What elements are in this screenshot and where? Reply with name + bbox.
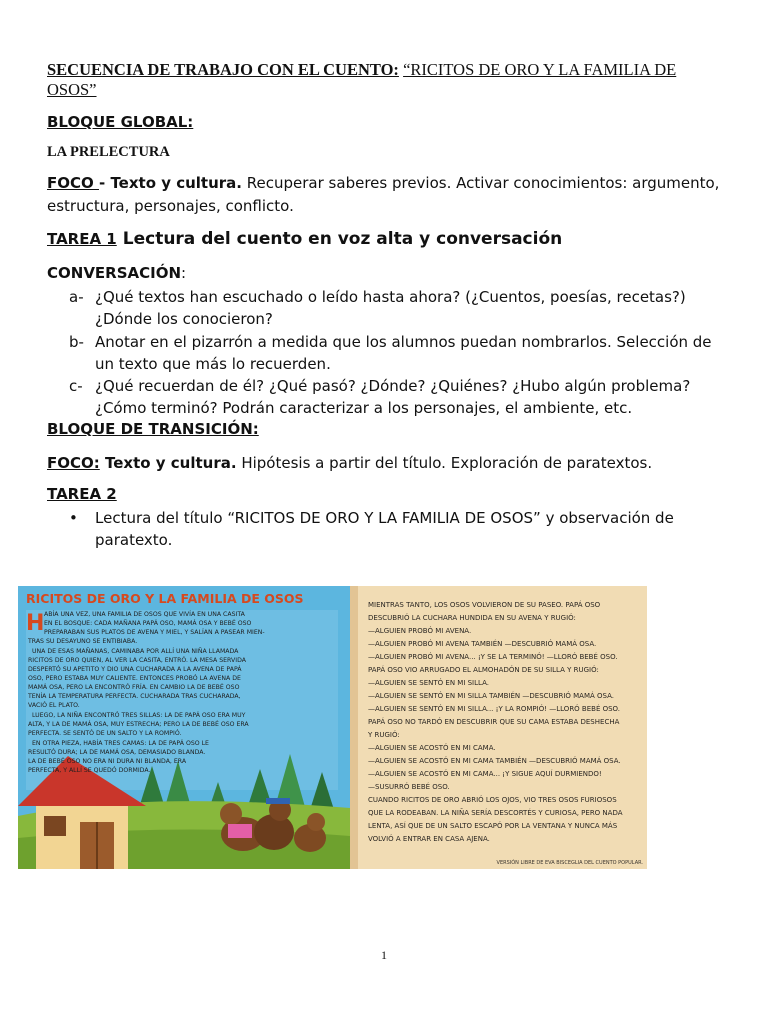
story-line: TRAS SU DESAYUNO SE ENTIBIABA. — [28, 638, 138, 645]
illustration-credit: VERSIÓN LIBRE DE EVA BISCEGLIA DEL CUENTO POPULAR. — [496, 860, 643, 866]
foco-1-label: FOCO — [47, 174, 99, 192]
foco-2-label: FOCO: — [47, 454, 100, 472]
story-line: TENÍA LA TEMPERATURA PERFECTA. CUCHARADA TRAS CUCHARADA, — [28, 693, 241, 700]
story-line: —ALGUIEN SE ACOSTÓ EN MI CAMA... ¡Y SIGUE AQUÍ DURMIENDO! — [368, 770, 602, 778]
list-item-text: Anotar en el pizarrón a medida que los alumnos puedan nombrarlos. Selección de un texto que más lo recuerden. — [95, 332, 712, 373]
conversacion-colon: : — [181, 264, 187, 282]
foco-2-strong: Texto y cultura. — [99, 454, 237, 472]
document-title — [47, 60, 727, 100]
story-line: CUANDO RICITOS DE ORO ABRIÓ LOS OJOS, VIO TRES OSOS FURIOSOS — [368, 796, 617, 804]
story-line: —ALGUIEN SE SENTÓ EN MI SILLA TAMBIÉN —DESCUBRIÓ MAMÁ OSA. — [368, 692, 614, 700]
story-line: QUE LA RODEABAN. LA NIÑA SERÍA DESCORTÉS Y CURIOSA, PERO NADA — [368, 809, 623, 817]
questions-list — [69, 286, 729, 420]
story-line: LA DE BEBÉ OSO NO ERA NI DURA NI BLANDA, ERA — [28, 758, 187, 765]
story-line: —ALGUIEN SE SENTÓ EN MI SILLA... ¡Y LA ROMPIÓ! —LLORÓ BEBÉ OSO. — [368, 705, 620, 713]
story-line: EN OTRA PIEZA, HABÍA TRES CAMAS: LA DE PAPÁ OSO LE — [32, 740, 209, 747]
foco-1-strong: Texto y cultura. — [110, 174, 243, 192]
story-line: LENTA, ASÍ QUE DE UN SALTO ESCAPÓ POR LA VENTANA Y NUNCA MÁS — [368, 822, 618, 830]
prelectura-heading: LA PRELECTURA — [47, 144, 170, 160]
page-number: 1 — [381, 948, 387, 962]
story-line: ALTA, Y LA DE MAMÁ OSA, MUY ESTRECHA; PERO LA DE BEBÉ OSO ERA — [28, 721, 249, 728]
story-line: DESCUBRIÓ LA CUCHARA HUNDIDA EN SU AVENA Y RUGIÓ: — [368, 614, 576, 622]
story-line: ABÍA UNA VEZ, UNA FAMILIA DE OSOS QUE VIVÍA EN UNA CASITA — [44, 611, 245, 618]
list-item — [69, 286, 729, 331]
bloque-global-heading: BLOQUE GLOBAL: — [47, 113, 194, 131]
drop-cap: H — [26, 611, 45, 636]
story-line: —ALGUIEN PROBÓ MI AVENA... ¡Y SE LA TERMINÓ! —LLORÓ BEBÉ OSO. — [368, 653, 618, 661]
conversacion-heading — [47, 262, 727, 285]
story-line: RICITOS DE ORO QUIEN, AL VER LA CASITA, ENTRÓ. LA MESA SERVIDA — [28, 657, 246, 664]
tarea-2-heading — [47, 485, 117, 503]
story-line: LUEGO, LA NIÑA ENCONTRÓ TRES SILLAS: LA DE PAPÁ OSO ERA MUY — [32, 712, 246, 719]
story-line: MAMÁ OSA, PERO LA ENCONTRÓ FRÍA. EN CAMBIO LA DE BEBÉ OSO — [28, 684, 240, 691]
story-line: —ALGUIEN PROBÓ MI AVENA. — [368, 627, 472, 635]
panel-divider — [350, 586, 358, 869]
list-marker: a- — [69, 288, 84, 306]
foco-1-paragraph — [47, 172, 727, 217]
story-line: —ALGUIEN PROBÓ MI AVENA TAMBIÉN —DESCUBRIÓ MAMÁ OSA. — [368, 640, 597, 648]
story-illustration — [18, 586, 647, 869]
story-line: UNA DE ESAS MAÑANAS, CAMINABA POR ALLÍ UNA NIÑA LLAMADA — [32, 648, 239, 655]
foco-1-text: Recuperar saberes previos. Activar conocimientos: argumento, estructura, personajes, conflicto. — [47, 174, 720, 215]
story-line: PAPÁ OSO NO TARDÓ EN DESCUBRIR QUE SU CAMA ESTABA DESHECHA — [368, 718, 620, 726]
foco-2-text: Hipótesis a partir del título. Exploración de paratextos. — [236, 454, 653, 472]
list-item — [69, 331, 729, 376]
list-item-text: ¿Qué recuerdan de él? ¿Qué pasó? ¿Dónde? ¿Quiénes? ¿Hubo algún problema? ¿Cómo terminó? Podrán caracterizar a los personajes, el ambiente, etc. — [95, 377, 691, 418]
list-item-text: Lectura del título “RICITOS DE ORO Y LA FAMILIA DE OSOS” y observación de paratexto. — [95, 509, 674, 550]
tarea-2-list — [69, 507, 729, 552]
story-line: PERFECTA, Y ALLÍ SE QUEDÓ DORMIDA. — [28, 767, 151, 774]
story-line: PERFECTA. SE SENTÓ DE UN SALTO Y LA ROMPIÓ. — [28, 730, 182, 737]
story-line: OSO, PERO ESTABA MUY CALIENTE. ENTONCES PROBÓ LA AVENA DE — [28, 675, 241, 682]
story-line: VACIÓ EL PLATO. — [28, 702, 80, 709]
illustration-heading: RICITOS DE ORO Y LA FAMILIA DE OSOS — [26, 591, 304, 606]
story-line: DESPERTÓ SU APETITO Y DIO UNA CUCHARADA A LA AVENA DE PAPÁ — [28, 666, 242, 673]
list-item — [69, 375, 729, 420]
tarea-1-title: Lectura del cuento en voz alta y conversación — [122, 229, 563, 249]
list-marker: b- — [69, 332, 84, 351]
list-marker: c- — [69, 377, 83, 396]
story-line: RESULTÓ DURA; LA DE MAMÁ OSA, DEMASIADO BLANDA. — [28, 749, 206, 756]
title-prefix: SECUENCIA DE TRABAJO CON EL CUENTO: — [47, 60, 399, 79]
bloque-transicion-heading: BLOQUE DE TRANSICIÓN: — [47, 420, 259, 438]
foco-2-paragraph — [47, 452, 727, 475]
foco-1-dash: - — [98, 174, 111, 192]
story-line: —ALGUIEN SE ACOSTÓ EN MI CAMA. — [368, 744, 496, 752]
story-line: PREPARABAN SUS PLATOS DE AVENA Y MIEL, Y SALÍAN A PASEAR MIEN- — [44, 629, 265, 636]
story-line: VOLVIÓ A ENTRAR EN CASA AJENA. — [368, 835, 490, 843]
story-line: EN EL BOSQUE: CADA MAÑANA PAPÁ OSO, MAMÁ OSA Y BEBÉ OSO — [44, 620, 252, 627]
story-line: Y RUGIÓ: — [368, 731, 400, 739]
title-story: “RICITOS DE ORO Y LA FAMILIA DE OSOS” — [47, 60, 677, 99]
story-line: —ALGUIEN SE SENTÓ EN MI SILLA. — [368, 679, 489, 687]
story-line: —ALGUIEN SE ACOSTÓ EN MI CAMA TAMBIÉN —DESCUBRIÓ MAMÁ OSA. — [368, 757, 621, 765]
tarea-1-label: TAREA 1 — [47, 230, 117, 248]
story-line: —SUSURRÓ BEBÉ OSO. — [368, 783, 450, 791]
conversacion-label: CONVERSACIÓN — [47, 264, 182, 282]
tarea-1-heading — [47, 229, 562, 249]
story-illustration-svg — [18, 586, 647, 869]
tarea-2-label: TAREA 2 — [47, 485, 117, 503]
story-line: PAPÁ OSO VIO ARRUGADO EL ALMOHADÓN DE SU SILLA Y RUGIÓ: — [368, 666, 599, 674]
list-item-text: ¿Qué textos han escuchado o leído hasta ahora? (¿Cuentos, poesías, recetas?) ¿Dónde los conocieron? — [95, 288, 686, 329]
bullet-marker: • — [69, 509, 78, 527]
list-item — [69, 507, 729, 552]
story-line: MIENTRAS TANTO, LOS OSOS VOLVIERON DE SU PASEO. PAPÁ OSO — [368, 601, 601, 609]
